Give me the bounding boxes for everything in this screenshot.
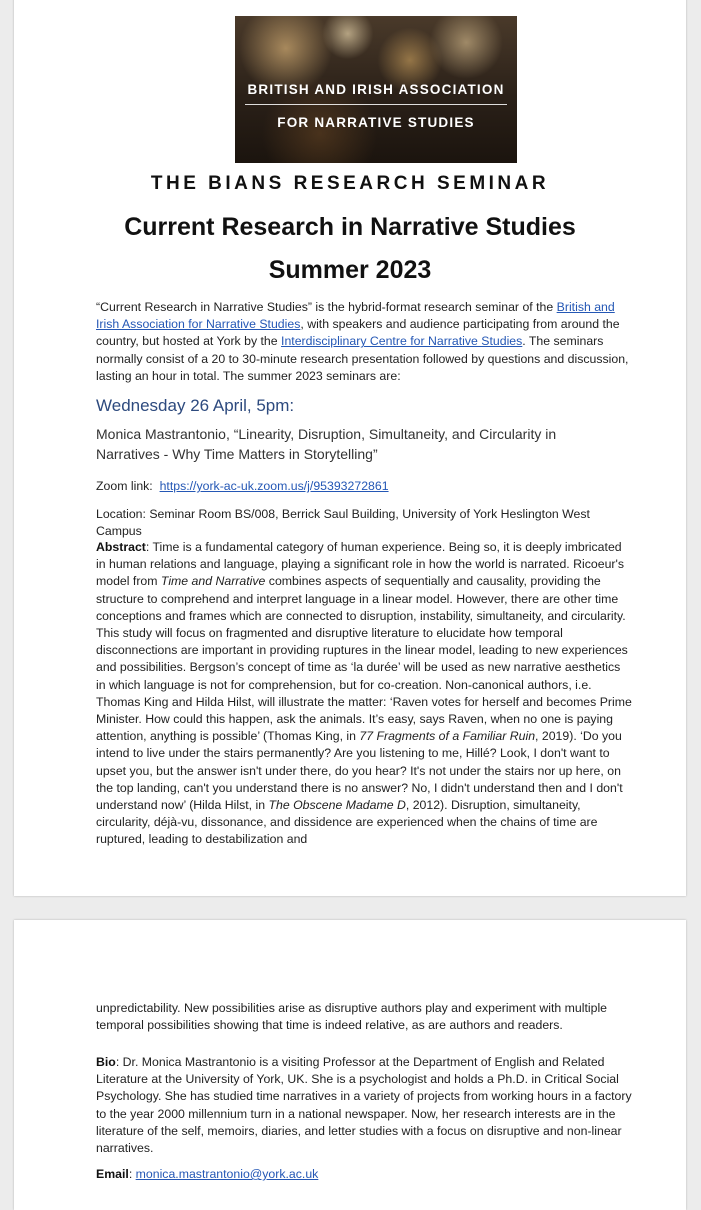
talk-title: Monica Mastrantonio, “Linearity, Disruption, Simultaneity, and Circularity in Narratives - Why Time Matters in Storytelling”	[96, 426, 557, 462]
location-label: Location:	[96, 507, 146, 521]
intro-text-3: . The seminars normally consist of a 20 to 30-minute research presentation followed by questions and discussion, lasting an hour in total. The summer 2023 seminars are:	[96, 334, 629, 383]
location-line	[96, 506, 632, 540]
page-subtitle: Summer 2023	[268, 256, 432, 284]
abstract-title-ref-1: Time and Narrative	[160, 574, 266, 589]
bians-link[interactable]: British and Irish Association for Narrative Studies	[96, 300, 615, 332]
abstract-text-2: combines aspects of sequentially and causality, providing the structure to comprehend and interpret language in a linear model. However, there are other time conceptions and frames which are connected to disruption, instability, simultaneity, and circularity. This study will focus on fragmented and disruptive literature to elucidate how temporal disconnections are important in providing ruptures in the linear model, leading to new experiences and possibilities. Bergson’s concept of time as ‘la durée’ will be used as new narrative aesthetics in which language is not for comprehension, but for co-creation. Non-canonical authors, i.e. Thomas King and Hilda Hilst, will illustrate the matter: ‘Raven votes for herself and becomes Prime Minister. How could this happen, ask the animals. It’s easy, says Raven, when no one is paying attention, anything is possible’ (Thomas King, in	[96, 574, 632, 744]
seminar-heading: THE BIANS RESEARCH SEMINAR	[150, 173, 550, 194]
banner-line-2: FOR NARRATIVE STUDIES	[277, 115, 475, 130]
abstract-title-ref-2: 77 Fragments of a Familiar Ruin	[359, 729, 536, 744]
abstract-label: Abstract	[96, 540, 146, 554]
email-line	[96, 1166, 632, 1183]
banner-divider	[245, 104, 507, 105]
icns-link[interactable]: Interdisciplinary Centre for Narrative Studies	[281, 334, 523, 349]
abstract-text-1: : Time is a fundamental category of human experience. Being so, it is deeply imbricated in human relations and language, playing a significant role in how the world is narrated. Ricoeur's model from	[96, 540, 625, 589]
zoom-line	[96, 478, 632, 495]
intro-text-1: “Current Research in Narrative Studies” is the hybrid-format research seminar of the	[96, 300, 557, 314]
banner-line-1: BRITISH AND IRISH ASSOCIATION	[247, 82, 505, 97]
abstract-text-3: , 2019). ‘Do you intend to live under the stairs permanently? Are you listening to me, Hillé? Look, I don't want to upset you, but the answer isn't under there, do you hear? It's not under the stairs nor up here, on the top landing, can't you understand there is no answer? No, I didn't understand then and I don't understand now’ (Hilda Hilst, in	[96, 729, 623, 813]
email-link[interactable]: monica.mastrantonio@york.ac.uk	[135, 1167, 319, 1181]
document-page-1	[14, 0, 686, 896]
document-page-2	[14, 920, 686, 1210]
event-date: Wednesday 26 April, 5pm:	[96, 396, 295, 415]
bio-text: : Dr. Monica Mastrantonio is a visiting Professor at the Department of English and Related Literature at the University of York, UK. She is a psychologist and holds a Ph.D. in Critical Social Psychology. She has studied time narratives in a variety of projects from working hours in a factory to the year 2000 millennium turn in a national newspaper. Now, her research interests are in the literature of the self, memoirs, diaries, and letter studies with a focus on disruptive and non-linear narratives.	[96, 1055, 632, 1156]
intro-text-2: , with speakers and audience participating from around the country, but hosted at York by the	[96, 317, 620, 349]
abstract-continued: unpredictability. New possibilities arise as disruptive authors play and experiment with multiple temporal possibilities showing that time is indeed relative, as are authors and readers.	[96, 1001, 608, 1033]
abstract-paragraph	[96, 539, 632, 849]
email-label: Email	[96, 1167, 129, 1181]
email-separator: :	[128, 1167, 136, 1181]
bio-paragraph	[96, 1054, 632, 1157]
abstract-title-ref-3: The Obscene Madame D	[268, 798, 406, 813]
zoom-label: Zoom link:	[96, 479, 153, 493]
location-text: Seminar Room BS/008, Berrick Saul Building, University of York Heslington West Campus	[96, 507, 590, 539]
bio-label: Bio	[96, 1055, 116, 1069]
association-banner	[235, 16, 517, 163]
page-title: Current Research in Narrative Studies	[124, 213, 576, 241]
zoom-link[interactable]: https://york-ac-uk.zoom.us/j/95393272861	[159, 479, 389, 493]
intro-paragraph	[96, 299, 632, 385]
abstract-text-4: , 2012). Disruption, simultaneity, circularity, déjà-vu, dissonance, and dissidence are experienced when the chains of time are ruptured, leading to destabilization and	[96, 798, 598, 847]
